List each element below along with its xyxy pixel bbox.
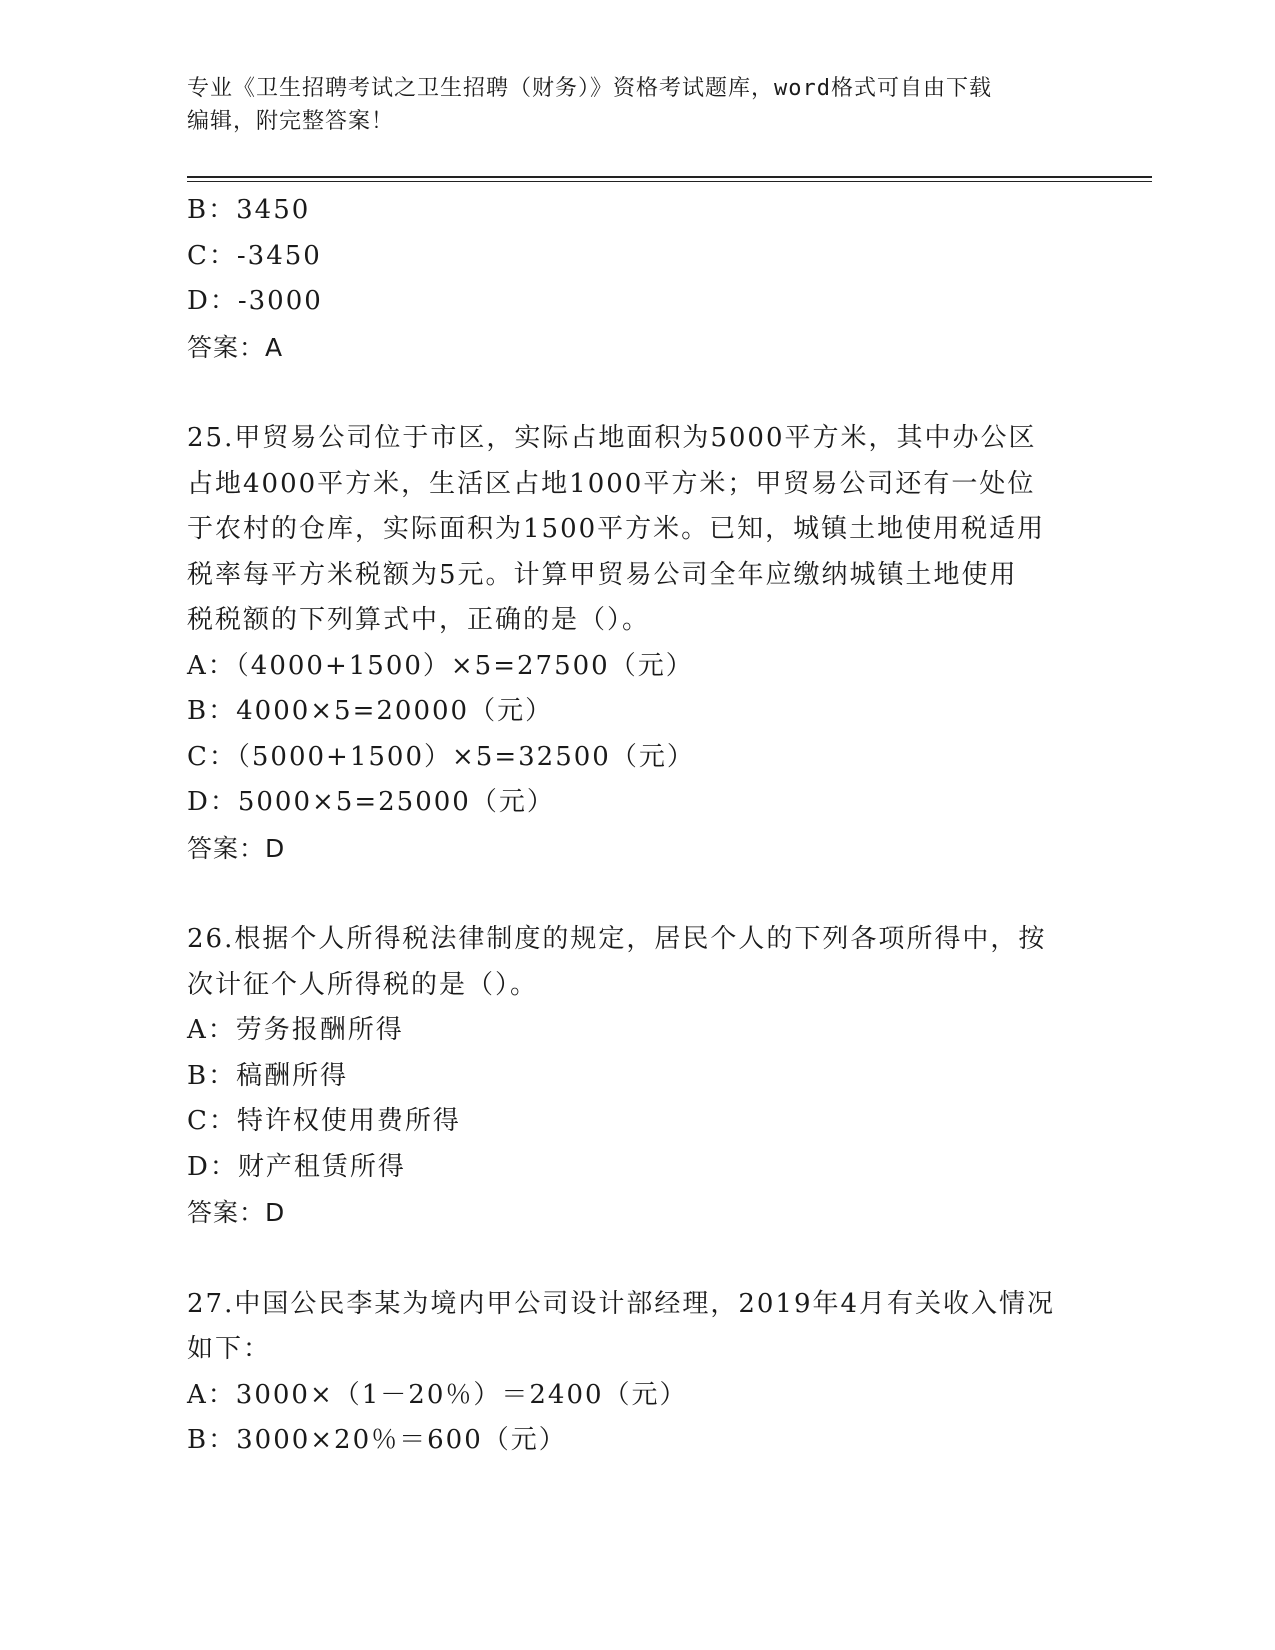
option-b: B：4000×5=20000（元） bbox=[187, 696, 554, 726]
option-c: C：特许权使用费所得 bbox=[187, 1106, 461, 1136]
option-d: D：5000×5=25000（元） bbox=[187, 787, 555, 817]
question-stem-line: 26.根据个人所得税法律制度的规定，居民个人的下列各项所得中，按 bbox=[187, 924, 1047, 954]
question-content bbox=[187, 188, 1087, 1464]
question-stem-line: 税率每平方米税额为5元。计算甲贸易公司全年应缴纳城镇土地使用 bbox=[187, 559, 1018, 590]
question-stem-line: 27.中国公民李某为境内甲公司设计部经理，2019年4月有关收入情况 bbox=[187, 1288, 1056, 1319]
answer-line: 答案：D bbox=[187, 833, 286, 863]
question-stem-line: 25.甲贸易公司位于市区，实际占地面积为5000平方米，其中办公区 bbox=[187, 423, 1037, 453]
option-a: A：（4000+1500）×5=27500（元） bbox=[187, 650, 694, 681]
answer-line: 答案：D bbox=[187, 1198, 286, 1227]
option-b: B：3000×20％＝600（元） bbox=[187, 1425, 567, 1455]
question-27 bbox=[187, 1282, 1087, 1464]
header-divider-thin bbox=[187, 181, 1152, 182]
question-stem-line: 于农村的仓库，实际面积为1500平方米。已知，城镇土地使用税适用 bbox=[187, 514, 1046, 544]
option-d: D：-3000 bbox=[187, 286, 323, 316]
header-divider-thick bbox=[187, 176, 1152, 178]
document-header bbox=[187, 72, 1087, 138]
option-d: D：财产租赁所得 bbox=[187, 1151, 406, 1182]
option-c: C：（5000+1500）×5=32500（元） bbox=[187, 741, 695, 772]
option-a: A：劳务报酬所得 bbox=[187, 1015, 404, 1045]
question-stem-line: 税税额的下列算式中，正确的是（）。 bbox=[187, 605, 651, 635]
header-line-1: 专业《卫生招聘考试之卫生招聘（财务）》资格考试题库，word格式可自由下载 bbox=[187, 76, 992, 101]
option-a: A：3000×（1－20％）＝2400（元） bbox=[187, 1379, 688, 1410]
option-c: C：-3450 bbox=[187, 240, 322, 271]
option-b: B：3450 bbox=[187, 195, 311, 225]
question-stem-line: 占地4000平方米，生活区占地1000平方米；甲贸易公司还有一处位 bbox=[187, 468, 1036, 499]
option-b: B：稿酬所得 bbox=[187, 1060, 349, 1091]
answer-line: 答案：A bbox=[187, 332, 284, 362]
question-24-tail bbox=[187, 188, 1087, 370]
question-stem-line: 如下： bbox=[187, 1334, 272, 1364]
question-26 bbox=[187, 917, 1087, 1236]
question-25 bbox=[187, 416, 1087, 871]
question-stem-line: 次计征个人所得税的是（）。 bbox=[187, 969, 539, 1000]
header-line-2: 编辑，附完整答案！ bbox=[187, 109, 395, 134]
